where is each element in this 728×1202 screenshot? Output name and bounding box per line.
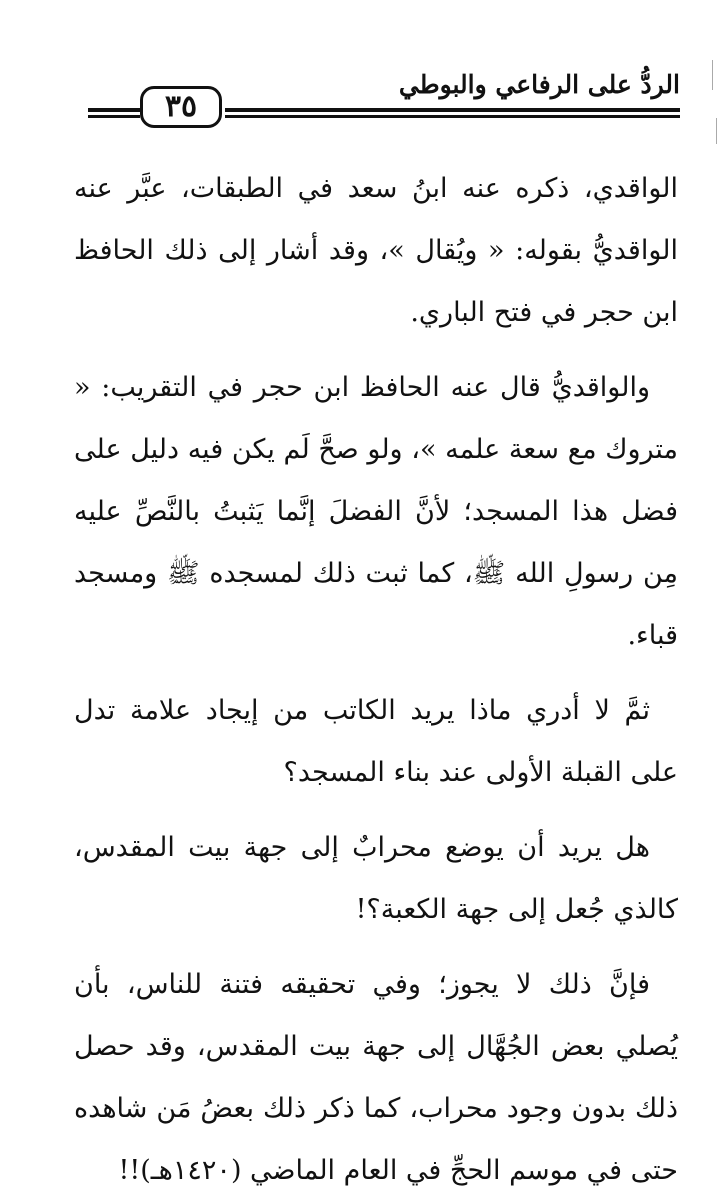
header-rule-top [225, 108, 680, 112]
scan-margin-mark [716, 118, 717, 144]
header-rule-bottom [225, 115, 680, 118]
paragraph: ثمَّ لا أدري ماذا يريد الكاتب من إيجاد علامة تدل على القبلة الأولى عند بناء المسجد؟ [74, 695, 678, 788]
header-rule-left-bottom [88, 115, 140, 118]
page-number: ٣٥ [140, 86, 222, 128]
paragraph: فإنَّ ذلك لا يجوز؛ وفي تحقيقه فتنة للناس، بأن يُصلي بعض الجُهَّال إلى جهة بيت المقدس، وقد حصل ذلك بدون وجود محراب، كما ذكر ذلك بعضُ مَن شاهده حتى في موسم الحجِّ في العام الماضي (١٤٢٠هـ)!! [74, 969, 678, 1186]
paragraph: الواقدي، ذكره عنه ابنُ سعد في الطبقات، عبَّر عنه الواقديُّ بقوله: « ويُقال »، وقد أشار إلى ذلك الحافظ ابن حجر في فتح الباري. [74, 173, 678, 328]
page-header [88, 66, 680, 136]
page-body [74, 158, 678, 1202]
running-title: الردُّ على الرفاعي والبوطي [398, 70, 680, 99]
paragraph: هل يريد أن يوضع محرابٌ إلى جهة بيت المقدس، كالذي جُعل إلى جهة الكعبة؟! [74, 832, 678, 925]
header-rule-left-top [88, 108, 140, 112]
paragraph: والواقديُّ قال عنه الحافظ ابن حجر في التقريب: « متروك مع سعة علمه »، ولو صحَّ لَم يكن فيه دليل على فضل هذا المسجد؛ لأنَّ الفضلَ إنَّما يَثبتُ بالنَّصِّ عليه مِن رسولِ الله ﷺ، كما ثبت ذلك لمسجده ﷺ ومسجد قباء. [74, 372, 678, 651]
scan-margin-mark [712, 60, 713, 90]
